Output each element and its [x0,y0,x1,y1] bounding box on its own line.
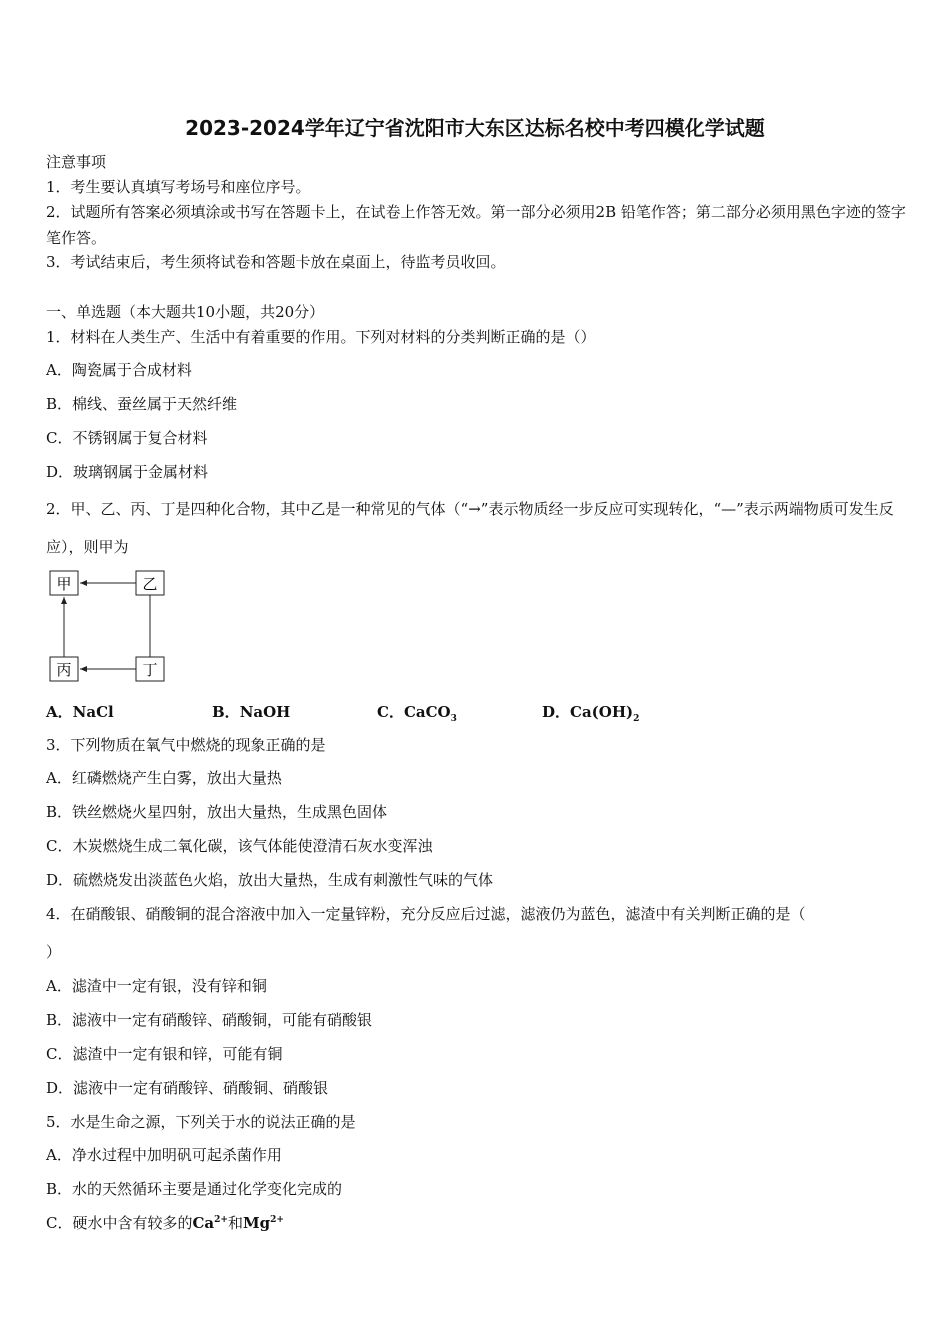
q4-stem: 4．在硝酸银、硝酸铜的混合溶液中加入一定量锌粉，充分反应后过滤，滤液仍为蓝色，滤渣中有关判断正确的是（ [46,905,806,923]
q5-option-c: C．硬水中含有较多的$Ca^{2+}$和$Mg^{2+}$ [46,1214,284,1232]
q3-option-d: D．硫燃烧发出淡蓝色火焰，放出大量热，生成有刺激性气味的气体 [46,871,494,889]
q1-option-d: D．玻璃钢属于金属材料 [46,463,209,481]
q2-option-a: A．NaCl [46,703,114,721]
node-yi: 乙 [142,575,158,593]
q2-option-d: D．$Ca(OH)_2$ [542,703,640,724]
q1-option-a: A．陶瓷属于合成材料 [46,361,192,379]
q5-option-a: A．净水过程中加明矾可起杀菌作用 [46,1146,282,1164]
node-jia: 甲 [56,575,72,593]
q3-stem: 3．下列物质在氧气中燃烧的现象正确的是 [46,736,326,754]
notice-item-1: 1．考生要认真填写考场号和座位序号。 [46,178,311,196]
q4-option-b: B．滤液中一定有硝酸锌、硝酸铜，可能有硝酸银 [46,1011,373,1029]
q1-stem: 1．材料在人类生产、生活中有着重要的作用。下列对材料的分类判断正确的是（） [46,328,596,346]
q4-stem-end: ） [46,943,62,961]
q2-reaction-diagram [44,565,174,687]
q4-option-a: A．滤渣中一定有银，没有锌和铜 [46,977,267,995]
q4-option-c: C．滤渣中一定有银和锌，可能有铜 [46,1045,283,1063]
q5-stem: 5．水是生命之源，下列关于水的说法正确的是 [46,1113,356,1131]
q4-option-d: D．滤液中一定有硝酸锌、硝酸铜、硝酸银 [46,1079,329,1097]
q2-option-b: B．NaOH [212,703,291,721]
q1-option-b: B．棉线、蚕丝属于天然纤维 [46,395,238,413]
q2-stem: 2．甲、乙、丙、丁是四种化合物，其中乙是一种常见的气体（“→”表示物质经一步反应可实现转化，“—”表示两端物质可发生反应），则甲为 [46,500,894,556]
q2-option-c: C．CaCO$_3$ [377,703,457,724]
notice-heading: 注意事项 [46,153,107,171]
q3-option-b: B．铁丝燃烧火星四射，放出大量热，生成黑色固体 [46,803,388,821]
section-heading: 一、单选题（本大题共10小题，共20分） [46,303,325,321]
node-ding: 丁 [142,661,158,679]
q1-option-c: C．不锈钢属于复合材料 [46,429,208,447]
q5-option-b: B．水的天然循环主要是通过化学变化完成的 [46,1180,343,1198]
q3-option-a: A．红磷燃烧产生白雾，放出大量热 [46,769,282,787]
notice-item-2: 2．试题所有答案必须填涂或书写在答题卡上，在试卷上作答无效。第一部分必须用2B 铅笔作答；第二部分必须用黑色字迹的签字笔作答。 [46,203,906,247]
page-title: 2023-2024学年辽宁省沈阳市大东区达标名校中考四模化学试题 [185,116,765,140]
q3-option-c: C．木炭燃烧生成二氧化碳，该气体能使澄清石灰水变浑浊 [46,837,433,855]
notice-item-3: 3．考试结束后，考生须将试卷和答题卡放在桌面上，待监考员收回。 [46,253,506,271]
node-bing: 丙 [56,661,72,679]
